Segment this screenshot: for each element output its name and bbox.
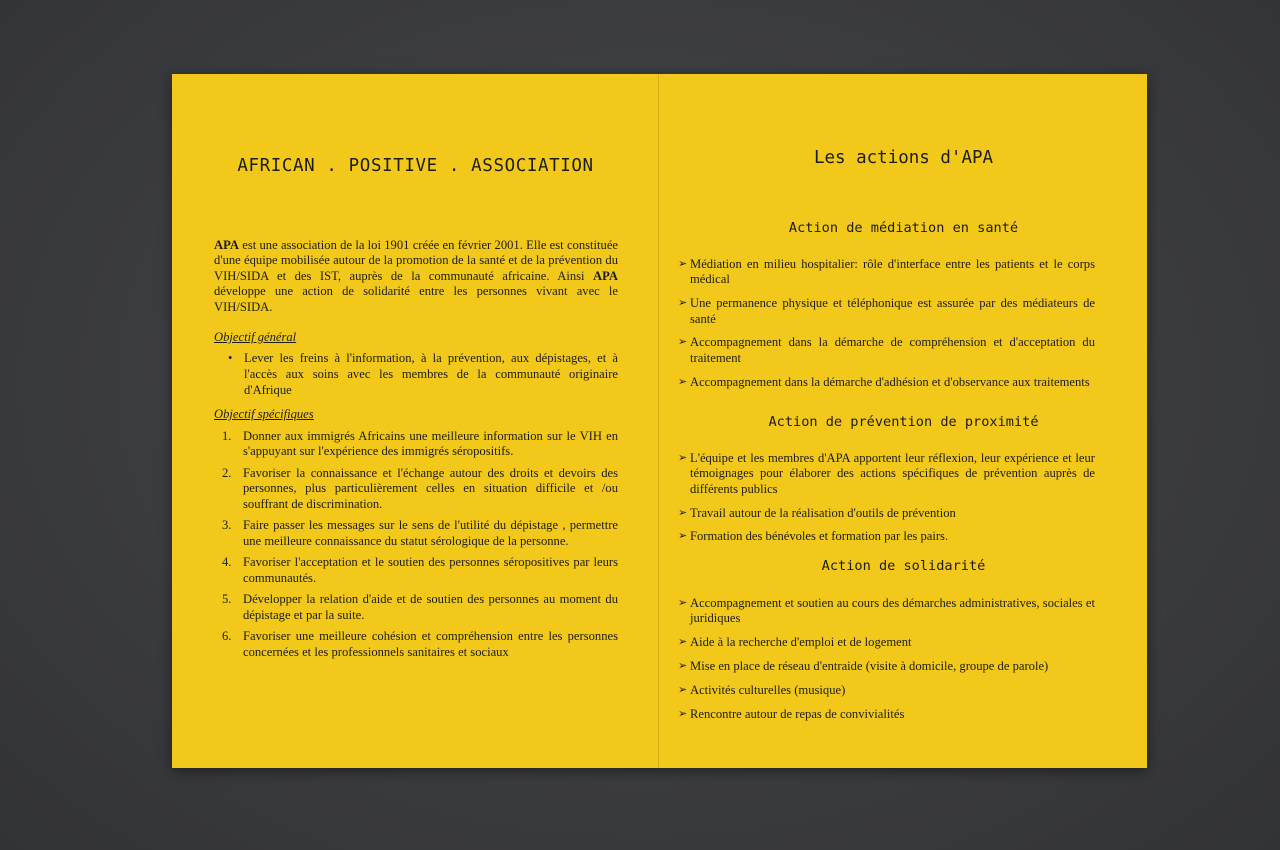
section-heading-solidarite: Action de solidarité [821, 558, 986, 574]
list-item [214, 518, 618, 549]
item-number: 4. [222, 555, 232, 570]
objectif-general-heading: Objectif général [214, 330, 297, 344]
arrow-bullet-icon: ➢ [678, 597, 688, 609]
intro-abbr-2: APA [593, 268, 618, 283]
list-item [678, 375, 1095, 390]
list-item: • Lever les freins à l'information, à la prévention, aux dépistages, et à l'accès aux soins avec les membres de la communauté originaire d'Afrique [214, 350, 618, 398]
list-item [678, 257, 1095, 288]
arrow-bullet-icon: ➢ [678, 258, 688, 270]
arrow-bullet-icon: ➢ [678, 636, 688, 649]
left-panel [172, 74, 659, 768]
item-text: Accompagnement et soutien au cours des démarches administratives, sociales et juridiques [690, 596, 1095, 626]
intro-text-2: développe une action de solidarité entre les personnes vivant avec le VIH/SIDA. [214, 284, 618, 314]
item-text: Favoriser la connaissance et l'échange autour des droits et devoirs des personnes, plus particulièrement celles en situation difficile et /ou souffrant de discrimination. [243, 466, 618, 511]
item-number: 2. [222, 466, 232, 480]
arrow-bullet-icon: ➢ [678, 683, 688, 696]
intro-text-1: est une association de la loi 1901 créée en février 2001. Elle est constituée d'une équipe mobilisée autour de la promotion de la santé et de la prévention du VIH/SIDA et des IST, auprès de la communauté africaine. Ainsi [214, 238, 618, 283]
item-text: Développer la relation d'aide et de soutien des personnes au moment du dépistage et par la suite. [243, 592, 618, 622]
prevention-list [678, 451, 1095, 553]
item-text: Accompagnement dans la démarche de compréhension et d'acceptation du traitement [690, 335, 1095, 365]
mediation-list [678, 257, 1095, 398]
item-text: Médiation en milieu hospitalier: rôle d'interface entre les patients et le corps médical [690, 257, 1095, 287]
item-text: Accompagnement dans la démarche d'adhésion et d'observance aux traitements [690, 374, 1090, 389]
solidarite-list [678, 596, 1095, 730]
arrow-bullet-icon: ➢ [678, 530, 688, 543]
item-text: Travail autour de la réalisation d'outils de prévention [690, 505, 956, 520]
association-title: AFRICAN . POSITIVE . ASSOCIATION [237, 156, 594, 176]
item-text: L'équipe et les membres d'APA apportent leur réflexion, leur expérience et leur témoignages pour élaborer des actions spécifiques de prévention auprès de différents publics [690, 451, 1095, 496]
actions-title: Les actions d'APA [813, 148, 994, 168]
list-item [678, 529, 1095, 544]
arrow-bullet-icon: ➢ [678, 336, 688, 349]
item-text: Formation des bénévoles et formation par les pairs. [690, 529, 949, 544]
item-text: Favoriser l'acceptation et le soutien des personnes séropositives par leurs communautés. [243, 555, 618, 585]
list-item [214, 429, 618, 460]
list-item [214, 466, 618, 512]
list-item [678, 707, 1095, 722]
item-number: 5. [222, 592, 232, 607]
item-number: 1. [222, 429, 232, 443]
list-item [678, 596, 1095, 627]
section-heading-prevention: Action de prévention de proximité [768, 414, 1039, 430]
item-text: Une permanence physique et téléphonique est assurée par des médiateurs de santé [690, 296, 1095, 326]
list-item [678, 506, 1095, 521]
item-text: Faire passer les messages sur le sens de l'utilité du dépistage , permettre une meilleure connaissance du statut sérologique de la personne. [243, 518, 618, 548]
list-item [678, 635, 1095, 650]
item-text: Rencontre autour de repas de convivialités [690, 706, 905, 721]
item-text: Donner aux immigrés Africains une meilleure information sur le VIH en s'appuyant sur l'expérience des immigrés séropositifs. [243, 429, 618, 459]
objectif-specifique-list [214, 429, 618, 666]
item-text: Favoriser une meilleure cohésion et compréhension entre les personnes concernées et les professionnels sanitaires et sociaux [243, 629, 618, 659]
item-text: Mise en place de réseau d'entraide (visite à domicile, groupe de parole) [690, 659, 1049, 673]
arrow-bullet-icon: ➢ [678, 375, 688, 388]
objectif-specifique-heading: Objectif spécifiques [214, 407, 314, 421]
item-number: 6. [222, 629, 232, 644]
item-number: 3. [222, 518, 232, 533]
list-item [214, 555, 618, 586]
list-item [678, 659, 1095, 674]
list-item [678, 335, 1095, 366]
objectif-general-list [214, 350, 618, 398]
list-item [678, 451, 1095, 497]
item-text: Activités culturelles (musique) [690, 682, 846, 697]
list-item [214, 629, 618, 660]
arrow-bullet-icon: ➢ [678, 660, 688, 672]
section-heading-mediation: Action de médiation en santé [788, 220, 1019, 236]
arrow-bullet-icon: ➢ [678, 297, 688, 310]
arrow-bullet-icon: ➢ [678, 707, 688, 720]
item-text: Aide à la recherche d'emploi et de logement [690, 635, 912, 650]
arrow-bullet-icon: ➢ [678, 452, 688, 464]
arrow-bullet-icon: ➢ [678, 506, 688, 519]
brochure [172, 74, 1147, 768]
list-item [678, 683, 1095, 698]
intro-abbr: APA [214, 238, 239, 252]
list-item [678, 296, 1095, 327]
list-item [214, 592, 618, 623]
intro-paragraph [214, 238, 618, 315]
right-panel [660, 74, 1147, 768]
